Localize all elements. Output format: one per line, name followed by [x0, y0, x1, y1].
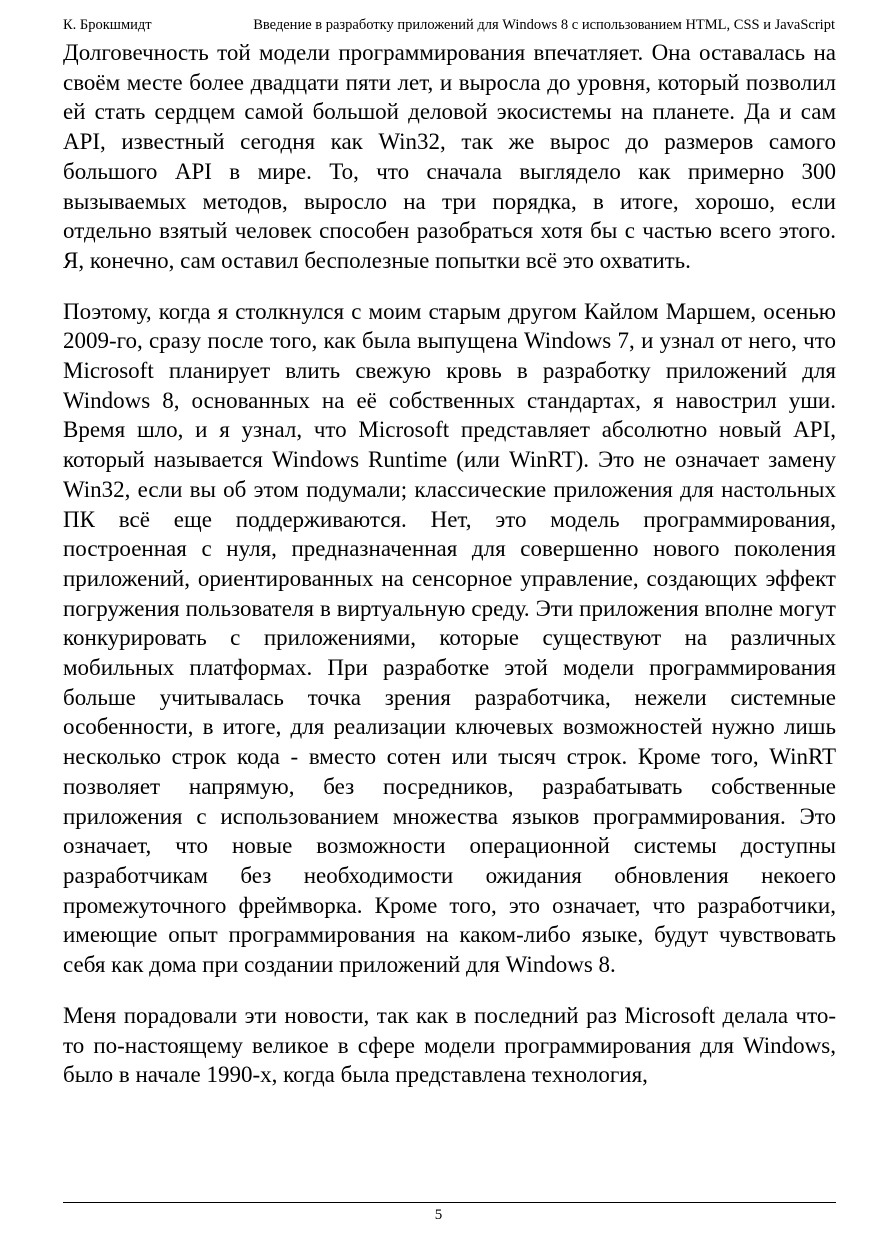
header-author: К. Брокшмидт — [63, 17, 152, 33]
header-book-title: Введение в разработку приложений для Windows 8 с использованием HTML, CSS и JavaScript — [253, 17, 835, 33]
running-header — [63, 15, 835, 35]
footer-divider — [63, 1202, 836, 1203]
paragraph: Поэтому, когда я столкнулся с моим старым другом Кайлом Маршем, осенью 2009-го, сразу после того, как была выпущена Windows 7, и узнал от него, что Microsoft планирует влить свежую кровь в разработку приложений для Windows 8, основанных на её собственных стандартах, я навострил уши. Время шло, и я узнал, что Microsoft представляет абсолютно новый API, который называется Windows Runtime (или WinRT). Это не означает замену Win32, если вы об этом подумали; классические приложения для настольных ПК всё еще поддерживаются. Нет, это модель программирования, построенная с нуля, предназначенная для совершенно нового поколения приложений, ориентированных на сенсорное управление, создающих эффект погружения пользователя в виртуальную среду. Эти приложения вполне могут конкурировать с приложениями, которые существуют на различных мобильных платформах. При разработке этой модели программирования больше учитывалась точка зрения разработчика, нежели системные особенности, в итоге, для реализации ключевых возможностей нужно лишь несколько строк кода - вместо сотен или тысяч строк. Кроме того, WinRT позволяет напрямую, без посредников, разрабатывать собственные приложения с использованием множества языков программирования. Это означает, что новые возможности операционной системы доступны разработчикам без необходимости ожидания обновления некоего промежуточного фреймворка. Кроме того, это означает, что разработчики, имеющие опыт программирования на каком-либо языке, будут чувствовать себя как дома при создании приложений для Windows 8. — [63, 298, 836, 978]
paragraph: Долговечность той модели программирования впечатляет. Она оставалась на своём месте более двадцати пяти лет, и выросла до уровня, который позволил ей стать сердцем самой большой деловой экосистемы на планете. Да и сам API, известный сегодня как Win32, так же вырос до размеров самого большого API в мире. То, что сначала выглядело как примерно 300 вызываемых методов, выросло на три порядка, в итоге, хорошо, если отдельно взятый человек способен разобраться хотя бы с частью всего этого. Я, конечно, сам оставил бесполезные попытки всё это охватить. — [63, 40, 836, 273]
paragraph: Меня порадовали эти новости, так как в последний раз Microsoft делала что-то по-настоящему великое в сфере модели программирования для Windows, было в начале 1990-х, когда была представлена технология, — [63, 1002, 836, 1088]
page-number: 5 — [434, 1207, 443, 1223]
body-text — [63, 38, 836, 1111]
